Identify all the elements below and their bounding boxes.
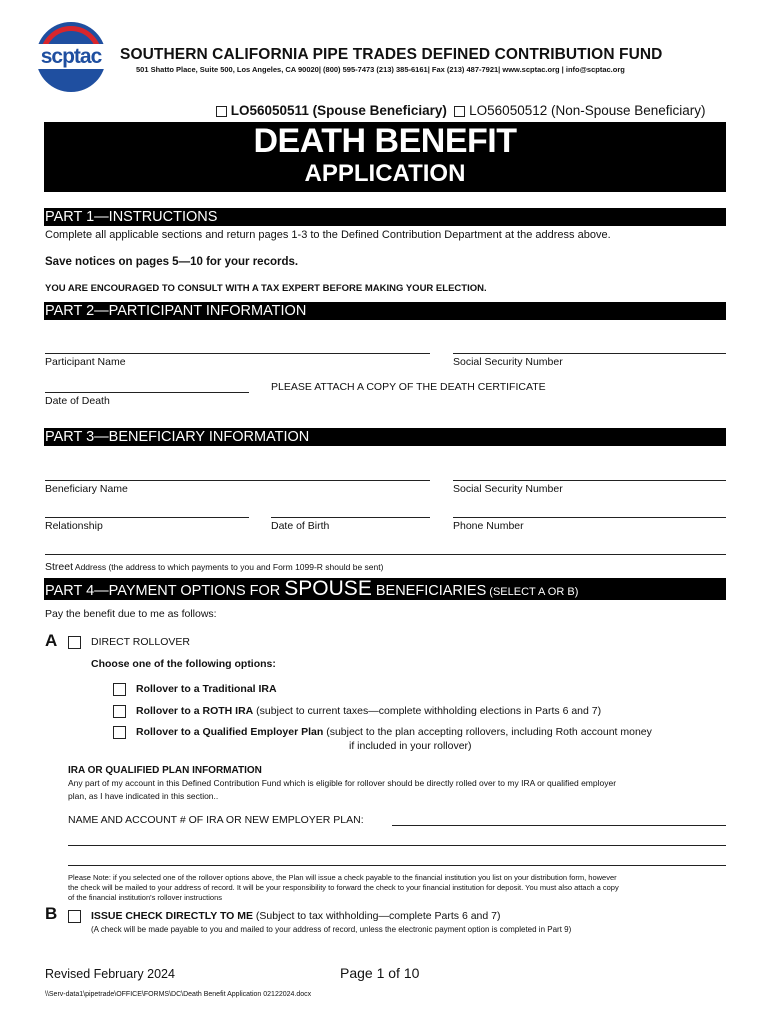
name-account-line[interactable] bbox=[392, 825, 726, 826]
qualified-plan-checkbox[interactable] bbox=[113, 726, 126, 739]
option-a-letter: A bbox=[45, 631, 58, 650]
option-b-checkbox[interactable] bbox=[68, 910, 81, 923]
tax-notice: YOU ARE ENCOURAGED TO CONSULT WITH A TAX EXPERT BEFORE MAKING YOUR ELECTION. bbox=[45, 283, 487, 294]
participant-name-line[interactable] bbox=[45, 353, 430, 354]
dob-label: Date of Birth bbox=[271, 520, 330, 532]
beneficiary-ssn-line[interactable] bbox=[453, 480, 726, 481]
name-account-line3[interactable] bbox=[68, 865, 726, 866]
street-label-group bbox=[45, 557, 383, 575]
option-b-letter: B bbox=[45, 904, 58, 923]
traditional-ira-checkbox[interactable] bbox=[113, 683, 126, 696]
name-account-label: NAME AND ACCOUNT # OF IRA OR NEW EMPLOYER PLAN: bbox=[68, 814, 364, 826]
name-account-line2[interactable] bbox=[68, 845, 726, 846]
part2-heading: PART 2—PARTICIPANT INFORMATION bbox=[44, 302, 726, 320]
beneficiary-name-line[interactable] bbox=[45, 480, 430, 481]
option-b-label-group bbox=[91, 910, 500, 922]
option-b-checkbox-wrap bbox=[68, 908, 81, 926]
traditional-ira-label: Rollover to a Traditional IRA bbox=[136, 683, 277, 695]
logo-text: scptac bbox=[40, 45, 102, 68]
part1-instructions: Complete all applicable sections and return pages 1-3 to the Defined Contribution Department at the address above. bbox=[45, 229, 611, 241]
non-spouse-code-label: LO56050512 (Non-Spouse Beneficiary) bbox=[469, 103, 706, 118]
roth-ira-note: (subject to current taxes—complete withholding elections in Parts 6 and 7) bbox=[253, 705, 602, 717]
roth-ira-label: Rollover to a ROTH IRA bbox=[136, 705, 254, 717]
qualified-plan-note: (subject to the plan accepting rollovers, including Roth account money bbox=[323, 726, 652, 738]
title-line1: DEATH BENEFIT bbox=[253, 122, 517, 160]
title-banner bbox=[44, 122, 726, 192]
option-a-checkbox-wrap bbox=[68, 634, 81, 652]
non-spouse-code-checkbox[interactable] bbox=[454, 106, 465, 117]
opt2-checkbox-wrap bbox=[113, 703, 126, 721]
date-of-death-line[interactable] bbox=[45, 392, 249, 393]
phone-line[interactable] bbox=[453, 517, 726, 518]
qualified-plan-note2: if included in your rollover) bbox=[349, 740, 472, 752]
option-a-label: DIRECT ROLLOVER bbox=[91, 636, 190, 648]
file-path: \\Serv-data1\pipetrade\OFFICE\FORMS\DC\Death Benefit Application 02122024.docx bbox=[45, 991, 312, 998]
opt3-checkbox-wrap bbox=[113, 724, 126, 742]
beneficiary-name-label: Beneficiary Name bbox=[45, 483, 128, 495]
org-address: 501 Shatto Place, Suite 500, Los Angeles, CA 90020| (800) 595-7473 (213) 385-6161| Fax (213) 487-7921| www.scptac.org | info@scptac.org bbox=[136, 65, 625, 74]
option-b-note: (Subject to tax withholding—complete Parts 6 and 7) bbox=[253, 910, 501, 922]
option-b-label: ISSUE CHECK DIRECTLY TO ME bbox=[91, 910, 254, 922]
rollover-note1: Please Note: if you selected one of the rollover options above, the Plan will issue a check payable to the financial institution you list on your distribution form, however bbox=[68, 873, 617, 882]
revised-date: Revised February 2024 bbox=[45, 967, 175, 981]
street-label: Street bbox=[45, 561, 74, 573]
option-b-check-note: (A check will be made payable to you and mailed to your address of record, unless the electronic payment option is completed in Part 9) bbox=[91, 925, 572, 934]
org-name: SOUTHERN CALIFORNIA PIPE TRADES DEFINED CONTRIBUTION FUND bbox=[120, 46, 663, 63]
choose-options: Choose one of the following options: bbox=[91, 658, 276, 670]
beneficiary-ssn-label: Social Security Number bbox=[453, 483, 563, 495]
qualified-plan-label-group bbox=[136, 726, 652, 738]
street-line[interactable] bbox=[45, 554, 726, 555]
dob-line[interactable] bbox=[271, 517, 430, 518]
date-of-death-label: Date of Death bbox=[45, 395, 110, 407]
street-note: Address (the address to which payments to you and Form 1099-R should be sent) bbox=[73, 562, 384, 572]
save-notice: Save notices on pages 5—10 for your records. bbox=[45, 256, 299, 268]
form-code-line bbox=[216, 103, 706, 118]
participant-name-label: Participant Name bbox=[45, 356, 126, 368]
phone-label: Phone Number bbox=[453, 520, 524, 532]
attach-notice: PLEASE ATTACH A COPY OF THE DEATH CERTIFICATE bbox=[271, 381, 546, 393]
part4-heading: PART 4—PAYMENT OPTIONS FOR SPOUSE BENEFICIARIES (SELECT A OR B) bbox=[44, 578, 726, 600]
ira-info-text1: Any part of my account in this Defined Contribution Fund which is eligible for rollover should be directly rolled over to my IRA or qualified employer bbox=[68, 778, 617, 788]
payment-intro: Pay the benefit due to me as follows: bbox=[45, 608, 217, 620]
rollover-note2: the check will be mailed to your address of record. It will be your responsibility to forward the check to your financial institution for deposit. You must also attach a copy bbox=[68, 883, 619, 892]
rollover-note3: of the financial institution's rollover instructions bbox=[68, 893, 223, 902]
title-line2: APPLICATION bbox=[304, 160, 466, 187]
ira-info-heading: IRA OR QUALIFIED PLAN INFORMATION bbox=[68, 765, 262, 776]
qualified-plan-label: Rollover to a Qualified Employer Plan bbox=[136, 726, 324, 738]
part3-heading: PART 3—BENEFICIARY INFORMATION bbox=[44, 428, 726, 446]
opt1-checkbox-wrap bbox=[113, 681, 126, 699]
participant-ssn-line[interactable] bbox=[453, 353, 726, 354]
scptac-logo bbox=[36, 22, 106, 92]
roth-ira-checkbox[interactable] bbox=[113, 705, 126, 718]
option-a-checkbox[interactable] bbox=[68, 636, 81, 649]
spouse-code-checkbox[interactable] bbox=[216, 106, 227, 117]
page-number: Page 1 of 10 bbox=[340, 965, 420, 981]
relationship-label: Relationship bbox=[45, 520, 103, 532]
spouse-code-label: LO56050511 (Spouse Beneficiary) bbox=[230, 103, 447, 118]
roth-ira-label-group bbox=[136, 705, 601, 717]
ira-info-text2: plan, as I have indicated in this section.. bbox=[68, 791, 219, 801]
relationship-line[interactable] bbox=[45, 517, 249, 518]
part1-heading: PART 1—INSTRUCTIONS bbox=[44, 208, 726, 226]
participant-ssn-label: Social Security Number bbox=[453, 356, 563, 368]
